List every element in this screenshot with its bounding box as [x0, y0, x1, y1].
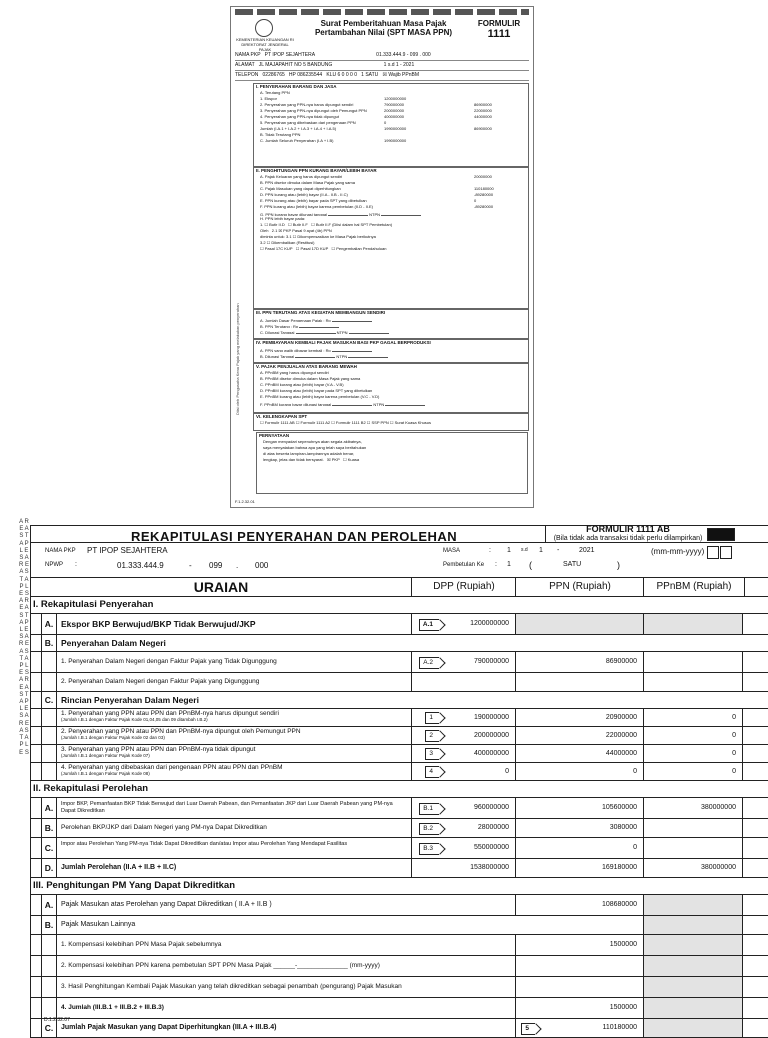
row-i-c-2: 2. Penyerahan yang PPN atau PPN dan PPnBM-nya dipungut oleh Pemungut PPN (Jumlah I.B.1 dengan Faktur Pajak Kode 02 dan 03) 2 200000000 22000000 0: [31, 727, 768, 745]
section-1-header: I. Rekapitulasi Penyerahan: [31, 597, 768, 614]
pembetulan-text: SATU: [563, 561, 582, 568]
telepon-line: TELEPON 02286765 HP 086235544 KLU 6 0 0 0 0 1 SATU ☒ Wajib PPnBM: [235, 71, 529, 81]
rekapitulasi-form: [0, 519, 768, 1033]
row-iii-b-3: 3. Hasil Penghitungan Kembali Pajak Masukan yang telah dikreditkan sebagai penambah (pengurang) Pajak Masukan: [31, 977, 768, 998]
section-3-header: III. Penghitungan PM Yang Dapat Dikreditkan: [31, 878, 768, 895]
row-i-a: A. Ekspor BKP Berwujud/BKP Tidak Berwujud/JKP A.1 1200000000: [31, 614, 768, 635]
nama-pkp-line: NAMA PKP PT IPOP SEJAHTERA 01.333.444.9 - 099 . 000: [235, 51, 529, 61]
row-ii-c: C. Impor atau Perolehan Yang PM-nya Tidak Dapat Dikreditkan dan/atau Impor atau Perolehan Yang Mendapat Fasilitas B.3 550000000 0: [31, 838, 768, 859]
form-footer-code: D.1.2.32.07: [44, 1017, 70, 1023]
rekap-title: REKAPITULASI PENYERAHAN DAN PEROLEHAN: [131, 529, 458, 544]
side-note: Diisi oleh Pengusaha Kena Pajak yang melakukan penyerahan: [235, 303, 240, 415]
row-i-c-header: C. Rincian Penyerahan Dalam Negeri: [31, 692, 768, 709]
alamat-line: ALAMAT JL MAJAPAHIT NO 5 BANDUNG 1 s.d 1 - 2021: [235, 61, 529, 71]
declaration-box: PERNYATAAN Dengan menyadari sepenuhnya akan segala akibatnya, saya menyatakan bahwa apa yang telah saya beritahukan di atas beserta lampiran-lampirannya adalah benar, lengkap, jelas dan tidak bersyarat. ☒ PKP ☐ Kuasa: [256, 432, 528, 494]
section-1-box: I. PENYERAHAN BARANG DAN JASA A. Terutang PPN 1. Ekspor 1200000000 2. Penyerahan yang PPN-nya harus dipungut sendiri 790000000 86900000 3. Penyerahan yang PPN-nya dipungut oleh Pemungut PPN 200000000 22000000 4. Penyerahan yang PPN-nya tidak dipungut 400000000 44000000 5. Penyerahan yang dibebaskan dari pengenaan PPN 0 Jumlah (I.A.1 + I.A.2 + I.A.3 + I.A.4 + I.A.5) 1990000000 86900000 B. Tidak Terutang PPN C. Jumlah Seluruh Penyerahan (I.A + I.B) 1990000000: [253, 83, 529, 167]
row-ii-a: A. Impor BKP, Pemanfaatan BKP Tidak Berwujud dari Luar Daerah Pabean, dan Pemanfaatan JKP dari Luar Daerah Pabean yang PM-nya Dapat Dikreditkan B.1 960000000 105600000 380000000: [31, 798, 768, 819]
row-iii-b-4: 4. Jumlah (III.B.1 + III.B.2 + III.B.3) 1500000: [31, 998, 768, 1019]
row-i-b-1: 1. Penyerahan Dalam Negeri dengan Faktur Pajak yang Tidak Digunggung A.2 790000000 86900000: [31, 652, 768, 673]
section-2-header: II. Rekapitulasi Perolehan: [31, 781, 768, 798]
masa-year: 2021: [579, 547, 595, 554]
taxpayer-info: NAMA PKP PT IPOP SEJAHTERA NPWP : 01.333.444.9 - 099 . 000 MASA : 1 s.d 1 - 2021 (mm-mm-yyyy) Pembetulan Ke : 1 ( SATU ): [31, 543, 768, 578]
row-i-b-header: B. Penyerahan Dalam Negeri: [31, 635, 768, 652]
rekap-form-label: FORMULIR 1111 AB (Bila tidak ada transaksi tidak perlu dilampirkan): [545, 525, 710, 543]
row-i-b-2: 2. Penyerahan Dalam Negeri dengan Faktur Pajak yang Digunggung: [31, 673, 768, 692]
section-3-box: III. PPN TERUTANG ATAS KEGIATAN MEMBANGUN SENDIRI A. Jumlah Dasar Pengenaan Pajak : Rp B. PPN Terutang : Rp C. Dilunasi Tanggal NTPN: [253, 309, 529, 339]
row-i-c-1: 1. Penyerahan yang PPN atau PPN dan PPnBM-nya harus dipungut sendiri (Jumlah I.B.1 dengan Faktur Pajak Kode 01,04,05 dan 09 ditambah I.B.2) 1 190000000 20900000 0: [31, 709, 768, 727]
row-ii-d: D. Jumlah Perolehan (II.A + II.B + II.C) 1538000000 169180000 380000000: [31, 859, 768, 878]
row-iii-b-header: B. Pajak Masukan Lainnya: [31, 916, 768, 935]
row-i-c-4: 4. Penyerahan yang dibebaskan dari pengenaan PPN atau PPN dan PPnBM (Jumlah I.B.1 dengan Faktur Pajak Kode 08) 4 0 0 0: [31, 763, 768, 781]
nama-pkp-value: PT IPOP SEJAHTERA: [87, 546, 168, 555]
npwp-2: 099: [209, 561, 223, 570]
row-ii-b: B. Perolehan BKP/JKP dari Dalam Negeri yang PM-nya Dapat Dikreditkan B.2 28000000 3080000: [31, 819, 768, 838]
ministry-name: KEMENTERIAN KEUANGAN RI DIREKTORAT JENDERAL PAJAK: [236, 37, 294, 52]
ministry-logo-icon: [255, 19, 273, 37]
section-5-box: V. PAJAK PENJUALAN ATAS BARANG MEWAH A. PPnBM yang harus dipungut sendiri B. PPnBM disetor dimuka dalam Masa Pajak yang sama C. PPnBM kurang atau (lebih) bayar (V.A - V.B) D. PPnBM kurang atau (lebih) bayar pada SPT yang dibetulkan E. PPnBM kurang atau (lebih) bayar karena pembetulan (V.C - V.D) F. PPnBM kurang bayar dilunasi tanggal NTPN: [253, 363, 529, 413]
corner-marker-boxes: [707, 528, 743, 540]
row-i-c-3: 3. Penyerahan yang PPN atau PPN dan PPnBM-nya tidak dipungut (Jumlah I.B.1 dengan Faktur Pajak Kode 07) 3 400000000 44000000 0: [31, 745, 768, 763]
header-barcode-strip: [235, 9, 529, 15]
row-iii-b-2: 2. Kompensasi kelebihan PPN karena pembetulan SPT PPN Masa Pajak ______-______________ (mm-yyyy): [31, 956, 768, 977]
area-staples-strip: A R E A S T A P L E S A R E A S T A P L E S A R E A S T A P L E S A R E A S T A P L E S A R E A S T A P L E S A R E A S T A P L E S: [18, 519, 29, 756]
form-title: Surat Pemberitahuan Masa Pajak Pertambahan Nilai (SPT MASA PPN): [314, 19, 453, 37]
spt-masa-ppn-form: [230, 6, 534, 508]
section-2-box: II. PENGHITUNGAN PPN KURANG BAYAR/LEBIH BAYAR A. Pajak Keluaran yang harus dipungut sendiri 20000000 B. PPN disetor dimuka dalam Masa Pajak yang sama C. Pajak Masukan yang dapat diperhitungkan 110180000 D. PPN kurang atau (lebih) bayar (II.A - II.B - II.C) -89280000 E. PPN kurang atau (lebih) bayar pada SPT yang dibetulkan 0 F. PPN kurang atau (lebih) bayar karena pembetulan (II.D - II.E) -89280000 G. PPN kurang bayar dilunasi tanggal NTPN H. PPN lebih bayar pada: 1. ☐ Butir II.D ☐ Butir II.F ☐ Butir II.F (Diisi dalam hal SPT Pembetulan) Oleh 2.1 ☒ PKP Pasal 9 ayat (4b) PPN diminta untuk: 3.1 ☐ Dikompensasikan ke Masa Pajak berikutnya 3.2 ☐ Dikembalikan (Restitusi) ☐ Pasal 17C KUP ☐ Pasal 17D KUP ☐ Pengembalian Pendahuluan: [253, 167, 529, 309]
section-4-box: IV. PEMBAYARAN KEMBALI PAJAK MASUKAN BAGI PKP GAGAL BERPRODUKSI A. PPN yang wajib dibayar kembali : Rp B. Dilunasi Tanggal NTPN: [253, 339, 529, 363]
row-iii-b-1: 1. Kompensasi kelebihan PPN Masa Pajak sebelumnya 1500000: [31, 935, 768, 956]
section-6-box: VI. KELENGKAPAN SPT ☐ Formulir 1111 AB ☐ Formulir 1111 A2 ☐ Formulir 1111 B2 ☐ SSP PPN ☐ Surat Kuasa Khusus: [253, 413, 529, 431]
form-code: F.1.2.32.01: [235, 499, 255, 504]
row-iii-c: C. Jumlah Pajak Masukan yang Dapat Diperhitungkan (III.A + III.B.4) 5 110180000: [31, 1019, 768, 1038]
npwp-3: 000: [255, 561, 269, 570]
npwp-1: 01.333.444.9: [117, 561, 164, 570]
row-iii-a: A. Pajak Masukan atas Perolehan yang Dapat Dikreditkan ( II.A + II.B ) 108680000: [31, 895, 768, 916]
form-number: FORMULIR 1111: [477, 19, 521, 40]
column-headers: URAIAN DPP (Rupiah) PPN (Rupiah) PPnBM (Rupiah): [31, 578, 768, 597]
